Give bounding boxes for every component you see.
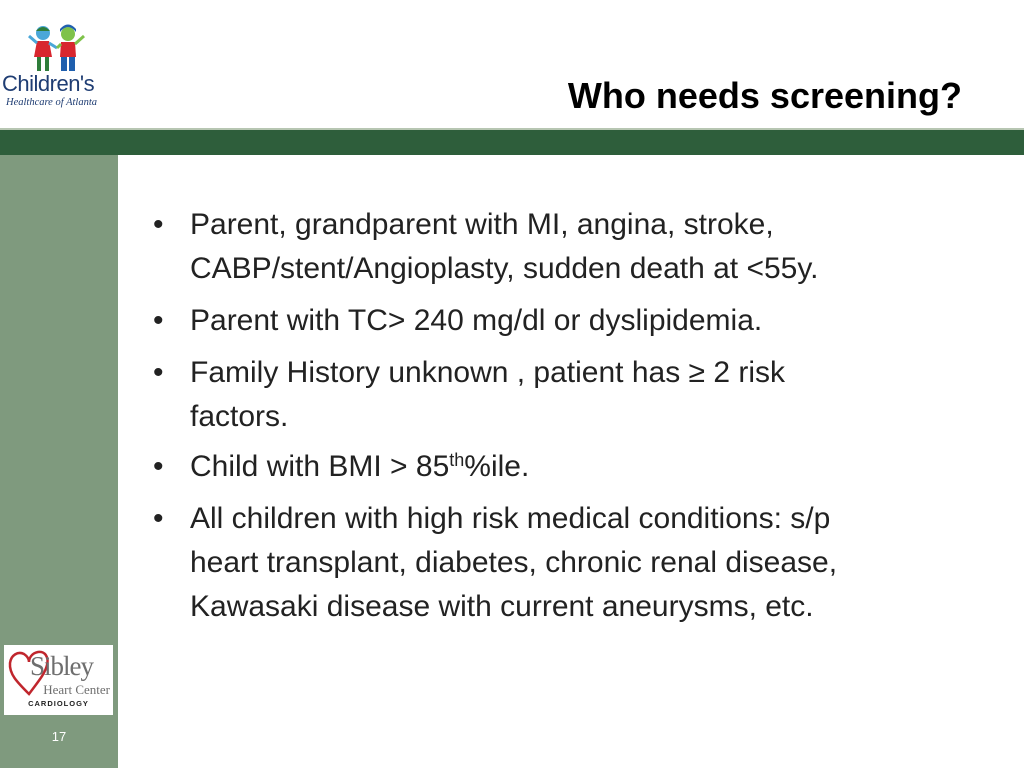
bullet-line: Parent with TC> 240 mg/dl or dyslipidemia. — [190, 304, 763, 337]
bullet-line: All children with high risk medical conditions: s/p — [190, 502, 831, 535]
bullet-line: Family History unknown , patient has ≥ 2 risk — [190, 356, 786, 389]
children-figures-icon — [24, 24, 88, 76]
bullet-marker — [153, 203, 164, 247]
bullet-prefix: Child with BMI > 85 — [190, 450, 450, 483]
bullet-marker — [153, 299, 164, 343]
bullet-item — [150, 299, 1010, 343]
bullet-item — [150, 497, 1010, 629]
top-band — [0, 130, 1024, 155]
sibley-subtitle: Heart Center — [43, 682, 110, 697]
bullet-list — [150, 203, 1010, 637]
logo-wordmark: Children's — [2, 71, 95, 96]
sibley-department: CARDIOLOGY — [28, 699, 89, 708]
slide-title: Who needs screening? — [567, 75, 962, 116]
childrens-healthcare-logo — [2, 24, 114, 116]
bullet-line: factors. — [190, 400, 289, 433]
bullet-marker — [153, 445, 164, 489]
bullet-line: Parent, grandparent with MI, angina, stroke, — [190, 208, 774, 241]
bullet-marker — [153, 351, 164, 395]
sibley-name: Sibley — [30, 651, 94, 681]
page-number: 17 — [51, 729, 67, 744]
bullet-line: Kawasaki disease with current aneurysms, etc. — [190, 590, 814, 623]
bullet-item — [150, 351, 1010, 439]
bullet-line: CABP/stent/Angioplasty, sudden death at <55y. — [190, 252, 819, 285]
bullet-marker — [153, 497, 164, 541]
bullet-item — [150, 445, 1010, 489]
bullet-line: heart transplant, diabetes, chronic renal disease, — [190, 546, 838, 579]
bullet-suffix: %ile. — [464, 450, 530, 483]
sibley-heart-center-logo — [4, 645, 113, 715]
logo-tagline: Healthcare of Atlanta — [6, 97, 97, 108]
bullet-item — [150, 203, 1010, 291]
bullet-superscript: th — [449, 450, 465, 470]
